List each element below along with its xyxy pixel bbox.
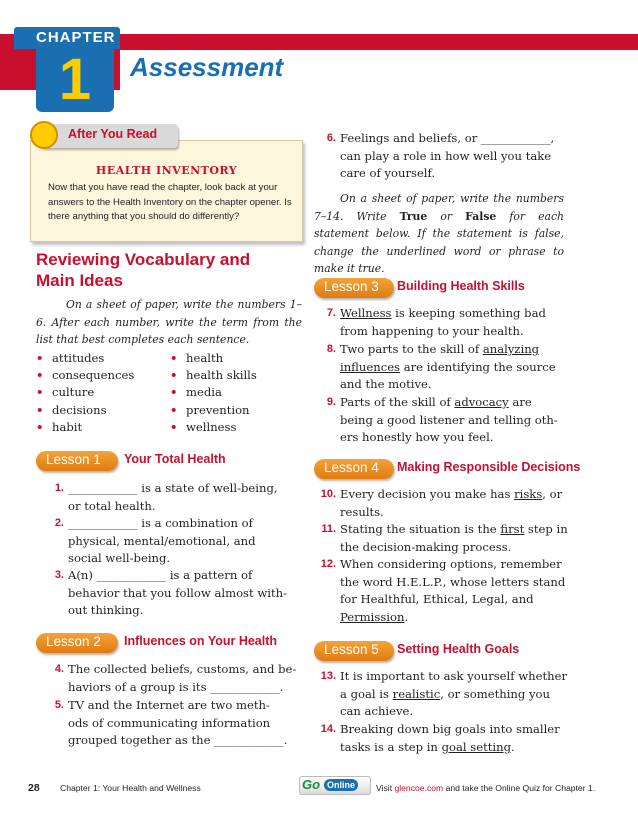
page-number: 28 [28,782,40,794]
question-text: haviors of a group is its ____________. [68,679,284,694]
question-text [340,486,580,504]
footer-text-part: Visit [376,783,395,793]
term-item: • wellness [170,419,300,436]
online-logo-text: Online [324,779,358,791]
footer-text-part: and take the Online Quiz for Chapter 1. [443,783,596,793]
question-number: 8. [326,343,336,355]
term-item: • health [170,350,300,367]
question-text-part: Two parts to the skill of [340,342,483,356]
book-icon [30,121,58,149]
term-list-right [170,350,300,436]
question-text [340,394,580,412]
question-text [340,305,580,323]
underlined-term: Permission [340,609,405,624]
lesson-4-label: Lesson 4 [314,459,394,479]
question-text: social well-being. [68,551,171,565]
term-item: • attitudes [36,350,166,367]
instruction-true: True [399,209,428,223]
question-text-part: is keeping something bad [391,306,546,320]
lesson-3-topic: Building Health Skills [397,279,525,293]
question-text: can play a role in how well you take [340,148,552,163]
question-text: being a good listener and telling oth- [340,412,558,427]
instruction-false: False [465,209,497,223]
page-title: Assessment [130,52,284,82]
question-text: and the motive. [340,377,432,391]
lesson-2-label: Lesson 2 [36,633,118,653]
question-text [340,686,580,704]
health-inventory-text: Now that you have read the chapter, look back at your answers to the Health Inventory on the chapter opener. Is there anything that you should do differently? [48,182,292,222]
question-text-part: are [508,395,532,409]
question-text: out thinking. [68,603,144,617]
question-text: ers honestly how you feel. [340,430,494,444]
lesson-4-topic: Making Responsible Decisions [397,460,581,474]
lesson-5-topic: Setting Health Goals [397,642,520,656]
health-inventory-title: HEALTH INVENTORY [95,164,238,177]
question-10 [320,486,580,521]
go-logo-text: Go [302,777,321,792]
underlined-term: realistic [392,686,441,701]
question-text-part: , or something you [440,686,550,701]
vocab-heading [36,249,250,291]
question-text: can achieve. [340,704,414,718]
term-item: • culture [36,384,166,401]
question-number: 10. [320,488,336,500]
question-text-part: Every decision you make has [340,487,515,501]
question-9 [326,394,580,447]
question-text: Feelings and beliefs, or ____________, [340,131,555,145]
question-6 [326,130,580,183]
question-3 [54,567,304,620]
question-7 [326,305,580,340]
lesson-5-label: Lesson 5 [314,641,394,661]
vocab-heading-line2: Main Ideas [36,271,123,290]
question-text: It is important to ask yourself whether [340,669,568,683]
question-number: 3. [54,569,64,581]
underlined-term: first [500,522,525,536]
question-text: physical, mental/emotional, and [68,533,256,548]
question-text [340,521,580,539]
question-2 [54,515,304,568]
underlined-term: Wellness [340,306,392,320]
question-number: 1. [54,482,64,494]
question-text: or total health. [68,498,156,513]
question-text: ____________ is a state of well-being, [68,481,278,495]
question-number: 11. [321,523,336,535]
question-text: the word H.E.L.P., whose letters stand [340,574,566,589]
vocab-instructions: On a sheet of paper, write the numbers 1–6. After each number, write the term from the list that best completes each sentence. [36,298,302,346]
true-false-instructions [314,190,564,278]
question-text-part: a goal is [340,686,393,701]
question-text-part: step in [524,522,568,536]
lesson-1-label: Lesson 1 [36,451,118,471]
question-text: TV and the Internet are two meth- [68,698,270,712]
question-text: The collected beliefs, customs, and be- [68,662,297,676]
question-text-part: , or [542,487,563,501]
question-text: ____________ is a combination of [68,516,253,530]
underlined-term: influences [340,359,401,374]
question-text-part: . [511,739,515,754]
question-number: 5. [54,699,64,711]
question-13 [320,668,580,721]
question-1 [54,480,304,515]
question-number: 12. [320,558,336,570]
question-text: When considering options, remember [340,557,562,571]
footer-chapter-title: Chapter 1: Your Health and Wellness [60,783,201,793]
question-text [340,739,580,757]
term-item: • health skills [170,367,300,384]
question-text: care of yourself. [340,166,436,180]
footer-visit-text [376,783,595,793]
question-number: 6. [326,132,336,144]
instruction-text: On a sheet of paper, write the numbers 7–14. Write [314,192,564,223]
question-text [340,359,580,377]
question-text: ods of communicating information [68,715,271,730]
question-text [340,341,580,359]
term-item: • media [170,384,300,401]
question-4 [54,661,306,696]
after-you-read-label: After You Read [68,127,158,141]
instruction-text: or [427,209,466,223]
term-item: • consequences [36,367,166,384]
question-text: Breaking down big goals into smaller [340,722,560,736]
chapter-label: CHAPTER [14,27,120,49]
question-text-part: Parts of the skill of [340,395,455,409]
question-text-part: are identifying the source [400,359,556,374]
question-5 [54,697,306,750]
question-14 [320,721,580,756]
lesson-2-topic: Influences on Your Health [124,634,278,648]
question-number: 4. [54,663,64,675]
underlined-term: risks [514,487,543,501]
instruction-text: for each statement below. If the statement is false, change the underlined word or phrase to make it true. [314,209,564,275]
underlined-term: goal setting [441,739,511,754]
question-text: A(n) ____________ is a pattern of [68,568,253,582]
question-number: 13. [320,670,336,682]
question-number: 7. [326,307,336,319]
question-text: from happening to your health. [340,323,524,338]
term-list-left [36,350,166,436]
question-8 [326,341,580,394]
website-link[interactable]: glencoe.com [394,783,444,793]
question-number: 2. [54,517,64,529]
question-number: 9. [326,396,336,408]
vocab-heading-line1: Reviewing Vocabulary and [36,250,251,269]
term-item: • prevention [170,402,300,419]
question-text: results. [340,504,384,519]
term-item: • habit [36,419,166,436]
term-item: • decisions [36,402,166,419]
question-text: for Healthful, Ethical, Legal, and [340,592,534,606]
question-text: grouped together as the ____________. [68,733,288,747]
underlined-term: advocacy [454,395,509,409]
question-12 [320,556,580,626]
question-text: behavior that you follow almost with- [68,585,288,600]
question-text: the decision-making process. [340,539,512,554]
question-11 [321,521,580,556]
question-text-part: . [404,609,409,624]
lesson-1-topic: Your Total Health [124,452,226,466]
question-text [340,609,580,627]
question-number: 14. [320,723,336,735]
underlined-term: analyzing [482,342,540,356]
question-text-part: tasks is a step in [340,739,442,754]
chapter-number: 1 [36,48,114,112]
lesson-3-label: Lesson 3 [314,278,394,298]
question-text-part: Stating the situation is the [340,522,501,536]
